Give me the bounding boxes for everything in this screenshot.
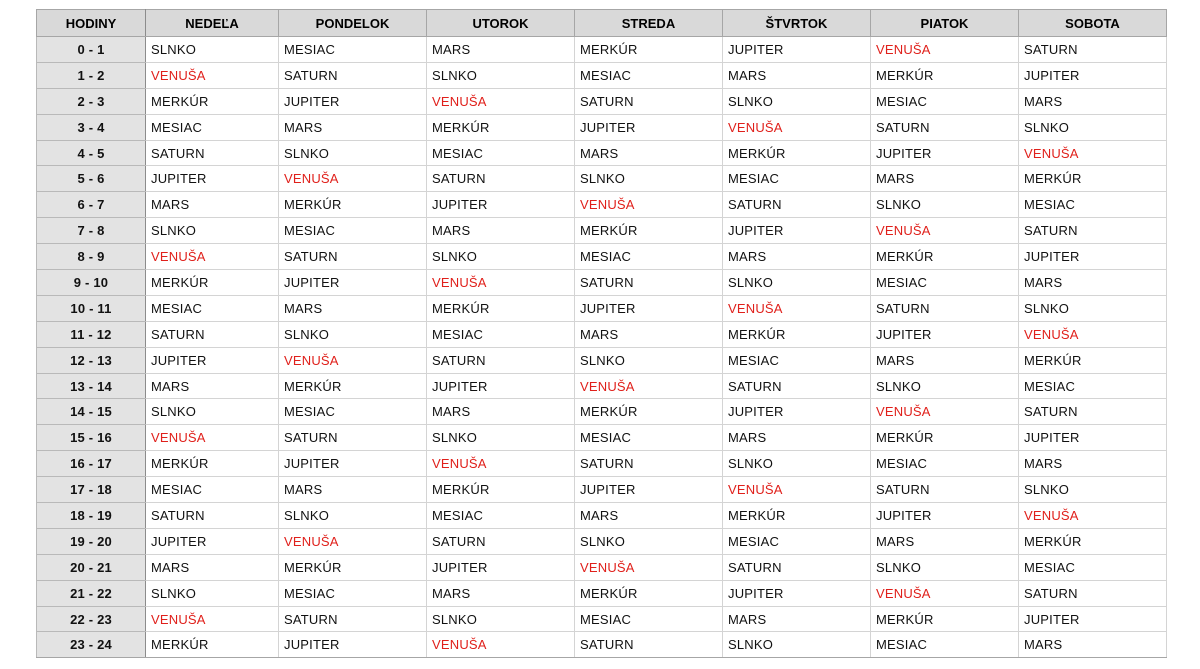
planet-cell: SLNKO bbox=[723, 88, 871, 114]
planet-cell: MESIAC bbox=[575, 62, 723, 88]
planet-cell: SLNKO bbox=[575, 347, 723, 373]
table-row bbox=[37, 477, 1167, 503]
planet-cell: VENUŠA bbox=[146, 606, 279, 632]
hour-range-cell: 18 - 19 bbox=[37, 503, 146, 529]
planet-cell: JUPITER bbox=[279, 88, 427, 114]
header-thursday: ŠTVRTOK bbox=[723, 10, 871, 37]
table-row bbox=[37, 270, 1167, 296]
planet-cell: SATURN bbox=[279, 244, 427, 270]
planet-cell: JUPITER bbox=[723, 37, 871, 63]
planet-cell: SLNKO bbox=[723, 451, 871, 477]
planet-cell: MESIAC bbox=[146, 295, 279, 321]
table-row bbox=[37, 192, 1167, 218]
planet-cell: JUPITER bbox=[279, 270, 427, 296]
planet-cell: MERKÚR bbox=[871, 62, 1019, 88]
planet-cell: MERKÚR bbox=[723, 321, 871, 347]
planet-cell: JUPITER bbox=[1019, 244, 1167, 270]
planet-cell: SLNKO bbox=[279, 140, 427, 166]
hour-range-cell: 0 - 1 bbox=[37, 37, 146, 63]
planet-cell: MARS bbox=[146, 554, 279, 580]
planet-cell: SLNKO bbox=[146, 399, 279, 425]
planet-cell: SATURN bbox=[723, 373, 871, 399]
planet-cell: MERKÚR bbox=[146, 632, 279, 658]
hour-range-cell: 17 - 18 bbox=[37, 477, 146, 503]
planet-cell: MESIAC bbox=[871, 451, 1019, 477]
planet-cell: SATURN bbox=[427, 166, 575, 192]
planet-cell: JUPITER bbox=[575, 295, 723, 321]
planet-cell: MERKÚR bbox=[575, 399, 723, 425]
planet-cell: SATURN bbox=[146, 140, 279, 166]
planet-cell: MARS bbox=[1019, 451, 1167, 477]
planet-cell: MESIAC bbox=[723, 166, 871, 192]
planet-cell: SLNKO bbox=[1019, 295, 1167, 321]
planet-cell: MARS bbox=[427, 399, 575, 425]
planet-cell: JUPITER bbox=[1019, 606, 1167, 632]
planet-cell: VENUŠA bbox=[427, 451, 575, 477]
table-row bbox=[37, 88, 1167, 114]
planet-cell: MERKÚR bbox=[146, 270, 279, 296]
table-row bbox=[37, 321, 1167, 347]
planet-cell: MERKÚR bbox=[723, 503, 871, 529]
hour-range-cell: 8 - 9 bbox=[37, 244, 146, 270]
planet-cell: SLNKO bbox=[427, 244, 575, 270]
planet-cell: VENUŠA bbox=[427, 632, 575, 658]
planet-cell: SLNKO bbox=[575, 166, 723, 192]
table-row bbox=[37, 632, 1167, 658]
planet-cell: MESIAC bbox=[279, 580, 427, 606]
planet-cell: MESIAC bbox=[871, 270, 1019, 296]
planet-cell: JUPITER bbox=[146, 528, 279, 554]
planet-cell: MARS bbox=[146, 373, 279, 399]
planet-cell: MERKÚR bbox=[1019, 528, 1167, 554]
planet-cell: SATURN bbox=[723, 192, 871, 218]
planet-cell: VENUŠA bbox=[279, 347, 427, 373]
table-row bbox=[37, 166, 1167, 192]
planet-cell: JUPITER bbox=[871, 321, 1019, 347]
table-row bbox=[37, 554, 1167, 580]
planet-cell: MESIAC bbox=[1019, 192, 1167, 218]
planet-cell: SATURN bbox=[575, 88, 723, 114]
planet-cell: JUPITER bbox=[871, 140, 1019, 166]
planet-cell: MERKÚR bbox=[427, 477, 575, 503]
table-row bbox=[37, 528, 1167, 554]
planet-cell: SATURN bbox=[279, 425, 427, 451]
header-friday: PIATOK bbox=[871, 10, 1019, 37]
planet-cell: MARS bbox=[1019, 270, 1167, 296]
planet-cell: VENUŠA bbox=[723, 114, 871, 140]
planet-cell: VENUŠA bbox=[723, 477, 871, 503]
hour-range-cell: 22 - 23 bbox=[37, 606, 146, 632]
header-row bbox=[37, 10, 1167, 37]
planet-cell: MARS bbox=[723, 62, 871, 88]
planet-cell: MESIAC bbox=[871, 88, 1019, 114]
planet-cell: SATURN bbox=[146, 503, 279, 529]
hour-range-cell: 4 - 5 bbox=[37, 140, 146, 166]
table-row bbox=[37, 373, 1167, 399]
planet-cell: VENUŠA bbox=[1019, 321, 1167, 347]
planet-cell: MESIAC bbox=[427, 321, 575, 347]
planet-cell: JUPITER bbox=[146, 166, 279, 192]
planet-cell: MESIAC bbox=[279, 218, 427, 244]
planet-cell: SLNKO bbox=[146, 580, 279, 606]
hour-range-cell: 1 - 2 bbox=[37, 62, 146, 88]
table-row bbox=[37, 218, 1167, 244]
planet-cell: SLNKO bbox=[871, 373, 1019, 399]
hour-range-cell: 12 - 13 bbox=[37, 347, 146, 373]
header-wednesday: STREDA bbox=[575, 10, 723, 37]
planet-cell: SLNKO bbox=[427, 62, 575, 88]
hour-range-cell: 14 - 15 bbox=[37, 399, 146, 425]
planet-cell: MARS bbox=[723, 425, 871, 451]
planet-cell: JUPITER bbox=[575, 114, 723, 140]
planet-cell: VENUŠA bbox=[1019, 140, 1167, 166]
planet-cell: MESIAC bbox=[146, 477, 279, 503]
planet-cell: MESIAC bbox=[871, 632, 1019, 658]
planet-cell: MERKÚR bbox=[723, 140, 871, 166]
planet-cell: MERKÚR bbox=[871, 425, 1019, 451]
planet-cell: VENUŠA bbox=[427, 88, 575, 114]
planet-cell: MESIAC bbox=[279, 399, 427, 425]
table-row bbox=[37, 425, 1167, 451]
table-row bbox=[37, 62, 1167, 88]
table-body bbox=[37, 37, 1167, 658]
hour-range-cell: 2 - 3 bbox=[37, 88, 146, 114]
planet-cell: MERKÚR bbox=[575, 580, 723, 606]
planet-cell: SLNKO bbox=[871, 192, 1019, 218]
planet-cell: JUPITER bbox=[146, 347, 279, 373]
planet-cell: SLNKO bbox=[279, 503, 427, 529]
planet-cell: MARS bbox=[427, 218, 575, 244]
planet-cell: MERKÚR bbox=[427, 114, 575, 140]
hour-range-cell: 5 - 6 bbox=[37, 166, 146, 192]
planet-cell: JUPITER bbox=[427, 192, 575, 218]
planet-cell: MERKÚR bbox=[146, 88, 279, 114]
planet-cell: MERKÚR bbox=[279, 554, 427, 580]
planet-cell: SATURN bbox=[871, 114, 1019, 140]
planet-cell: JUPITER bbox=[279, 632, 427, 658]
hour-range-cell: 15 - 16 bbox=[37, 425, 146, 451]
planet-cell: VENUŠA bbox=[575, 192, 723, 218]
planet-cell: VENUŠA bbox=[871, 37, 1019, 63]
planet-cell: JUPITER bbox=[427, 373, 575, 399]
planet-cell: SLNKO bbox=[723, 270, 871, 296]
table-row bbox=[37, 503, 1167, 529]
table-row bbox=[37, 347, 1167, 373]
planet-cell: SATURN bbox=[871, 295, 1019, 321]
planet-cell: SATURN bbox=[1019, 218, 1167, 244]
planet-cell: MESIAC bbox=[427, 140, 575, 166]
planetary-hours-table bbox=[36, 9, 1167, 658]
hour-range-cell: 13 - 14 bbox=[37, 373, 146, 399]
hour-range-cell: 16 - 17 bbox=[37, 451, 146, 477]
planet-cell: VENUŠA bbox=[871, 580, 1019, 606]
hour-range-cell: 20 - 21 bbox=[37, 554, 146, 580]
planet-cell: MARS bbox=[427, 37, 575, 63]
planet-cell: MARS bbox=[871, 347, 1019, 373]
hour-range-cell: 19 - 20 bbox=[37, 528, 146, 554]
table-row bbox=[37, 580, 1167, 606]
planet-cell: MARS bbox=[1019, 632, 1167, 658]
planet-cell: MERKÚR bbox=[871, 244, 1019, 270]
planet-cell: VENUŠA bbox=[871, 218, 1019, 244]
planet-cell: VENUŠA bbox=[279, 528, 427, 554]
planet-cell: MESIAC bbox=[575, 244, 723, 270]
table-row bbox=[37, 451, 1167, 477]
planet-cell: JUPITER bbox=[871, 503, 1019, 529]
planet-cell: MARS bbox=[575, 321, 723, 347]
planet-cell: MARS bbox=[1019, 88, 1167, 114]
hour-range-cell: 10 - 11 bbox=[37, 295, 146, 321]
hour-range-cell: 6 - 7 bbox=[37, 192, 146, 218]
planet-cell: SLNKO bbox=[279, 321, 427, 347]
planet-cell: SLNKO bbox=[723, 632, 871, 658]
hour-range-cell: 3 - 4 bbox=[37, 114, 146, 140]
planet-cell: SATURN bbox=[146, 321, 279, 347]
planet-cell: JUPITER bbox=[723, 580, 871, 606]
planet-cell: MERKÚR bbox=[279, 373, 427, 399]
hour-range-cell: 21 - 22 bbox=[37, 580, 146, 606]
planet-cell: MARS bbox=[575, 140, 723, 166]
planet-cell: SLNKO bbox=[575, 528, 723, 554]
planet-cell: MESIAC bbox=[575, 606, 723, 632]
hour-range-cell: 11 - 12 bbox=[37, 321, 146, 347]
table-row bbox=[37, 606, 1167, 632]
planet-cell: SATURN bbox=[427, 347, 575, 373]
table-row bbox=[37, 140, 1167, 166]
planet-cell: MERKÚR bbox=[427, 295, 575, 321]
planet-cell: MERKÚR bbox=[279, 192, 427, 218]
planet-cell: MESIAC bbox=[146, 114, 279, 140]
planet-cell: JUPITER bbox=[723, 399, 871, 425]
planet-cell: MESIAC bbox=[1019, 554, 1167, 580]
planet-cell: VENUŠA bbox=[427, 270, 575, 296]
planet-cell: MERKÚR bbox=[1019, 166, 1167, 192]
header-monday: PONDELOK bbox=[279, 10, 427, 37]
table-row bbox=[37, 295, 1167, 321]
planet-cell: MARS bbox=[279, 295, 427, 321]
planet-cell: SATURN bbox=[1019, 37, 1167, 63]
planet-cell: VENUŠA bbox=[575, 373, 723, 399]
planet-cell: MARS bbox=[871, 528, 1019, 554]
planet-cell: SATURN bbox=[1019, 399, 1167, 425]
planet-cell: VENUŠA bbox=[146, 62, 279, 88]
planet-cell: JUPITER bbox=[279, 451, 427, 477]
planet-cell: SATURN bbox=[723, 554, 871, 580]
planet-cell: MERKÚR bbox=[871, 606, 1019, 632]
planet-cell: SATURN bbox=[427, 528, 575, 554]
hour-range-cell: 9 - 10 bbox=[37, 270, 146, 296]
planet-cell: SLNKO bbox=[871, 554, 1019, 580]
header-hours: HODINY bbox=[37, 10, 146, 37]
planet-cell: SLNKO bbox=[146, 218, 279, 244]
header-saturday: SOBOTA bbox=[1019, 10, 1167, 37]
planet-cell: MERKÚR bbox=[146, 451, 279, 477]
planet-cell: SATURN bbox=[279, 606, 427, 632]
planet-cell: MESIAC bbox=[1019, 373, 1167, 399]
planet-cell: MARS bbox=[427, 580, 575, 606]
planet-cell: MESIAC bbox=[575, 425, 723, 451]
planet-cell: VENUŠA bbox=[575, 554, 723, 580]
planet-cell: MESIAC bbox=[279, 37, 427, 63]
planet-cell: MARS bbox=[279, 477, 427, 503]
planet-cell: SLNKO bbox=[1019, 114, 1167, 140]
planet-cell: JUPITER bbox=[427, 554, 575, 580]
planet-cell: MARS bbox=[723, 606, 871, 632]
planet-cell: SATURN bbox=[279, 62, 427, 88]
table-row bbox=[37, 37, 1167, 63]
hour-range-cell: 23 - 24 bbox=[37, 632, 146, 658]
planet-cell: VENUŠA bbox=[279, 166, 427, 192]
planet-cell: MERKÚR bbox=[575, 37, 723, 63]
planet-cell: VENUŠA bbox=[723, 295, 871, 321]
planet-cell: SLNKO bbox=[427, 606, 575, 632]
planet-cell: VENUŠA bbox=[871, 399, 1019, 425]
planet-cell: SATURN bbox=[575, 632, 723, 658]
planet-cell: SATURN bbox=[1019, 580, 1167, 606]
header-sunday: NEDEĽA bbox=[146, 10, 279, 37]
planet-cell: JUPITER bbox=[1019, 62, 1167, 88]
planet-cell: MARS bbox=[723, 244, 871, 270]
hour-range-cell: 7 - 8 bbox=[37, 218, 146, 244]
planet-cell: SATURN bbox=[871, 477, 1019, 503]
planet-cell: SLNKO bbox=[1019, 477, 1167, 503]
planet-cell: MARS bbox=[279, 114, 427, 140]
planet-cell: MARS bbox=[871, 166, 1019, 192]
planet-cell: MARS bbox=[146, 192, 279, 218]
header-tuesday: UTOROK bbox=[427, 10, 575, 37]
table-header bbox=[37, 10, 1167, 37]
planet-cell: MARS bbox=[575, 503, 723, 529]
planet-cell: MESIAC bbox=[427, 503, 575, 529]
planet-cell: SATURN bbox=[575, 270, 723, 296]
planet-cell: JUPITER bbox=[723, 218, 871, 244]
planet-cell: MERKÚR bbox=[575, 218, 723, 244]
planet-cell: VENUŠA bbox=[146, 425, 279, 451]
planet-cell: SLNKO bbox=[427, 425, 575, 451]
planet-cell: SATURN bbox=[575, 451, 723, 477]
planet-cell: JUPITER bbox=[1019, 425, 1167, 451]
planet-cell: MESIAC bbox=[723, 347, 871, 373]
planet-cell: MERKÚR bbox=[1019, 347, 1167, 373]
planet-cell: JUPITER bbox=[575, 477, 723, 503]
planet-cell: VENUŠA bbox=[1019, 503, 1167, 529]
planet-cell: SLNKO bbox=[146, 37, 279, 63]
table-row bbox=[37, 244, 1167, 270]
table-row bbox=[37, 399, 1167, 425]
planet-cell: VENUŠA bbox=[146, 244, 279, 270]
table-row bbox=[37, 114, 1167, 140]
planet-cell: MESIAC bbox=[723, 528, 871, 554]
